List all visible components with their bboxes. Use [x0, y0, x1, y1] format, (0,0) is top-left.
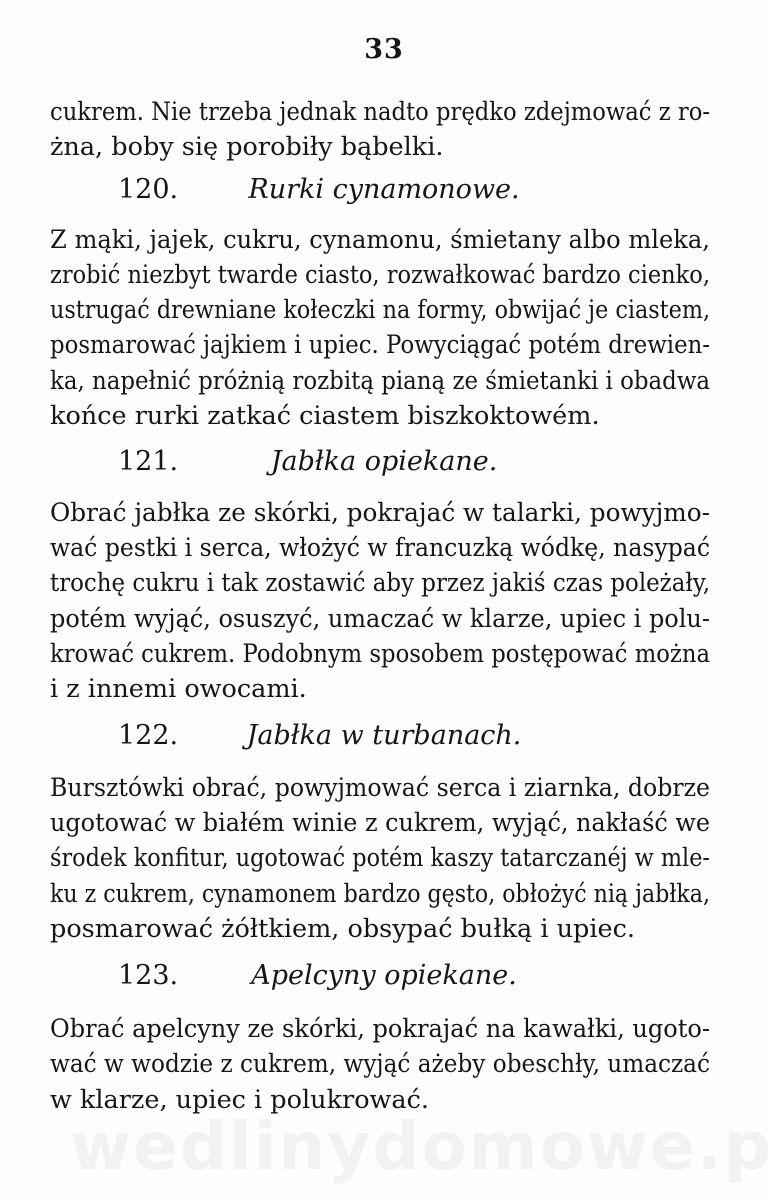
recipe-number: 120.: [118, 174, 179, 205]
recipe-line: posmarować żółtkiem, obsypać bułką i upiec.: [50, 914, 635, 944]
recipe-heading: [0, 716, 768, 756]
intro-line: żna, boby się porobiły bąbelki.: [50, 132, 444, 162]
recipe-line: ugotować w białém winie z cukrem, wyjąć, nakłaść we: [50, 808, 710, 838]
recipe-line: ka, napełnić próżnią rozbitą pianą ze śmietanki i obadwa: [50, 366, 711, 396]
intro-line: cukrem. Nie trzeba jednak nadto prędko zdejmować z ro-: [50, 97, 711, 127]
watermark: [70, 1108, 730, 1185]
recipe-title: Rurki cynamonowe.: [248, 174, 520, 205]
recipe-line: wać pestki i serca, włożyć w francuzką wódkę, nasypać: [50, 533, 711, 563]
recipe-line: posmarować jajkiem i upiec. Powyciągać potém drewien-: [50, 330, 710, 360]
recipe-heading: [0, 956, 768, 996]
recipe-line: Obrać apelcyny ze skórki, pokrajać na kawałki, ugoto-: [50, 1014, 711, 1044]
recipe-line: Z mąki, jajek, cukru, cynamonu, śmietany albo mleka,: [50, 225, 710, 255]
page-number: 33: [364, 34, 404, 65]
recipe-title: Apelcyny opiekane.: [251, 960, 517, 991]
recipe-title: Jabłka w turbanach.: [246, 720, 522, 751]
recipe-line: zrobić niezbyt twarde ciasto, rozwałkować bardzo cienko,: [50, 260, 710, 290]
recipe-line: w klarze, upiec i polukrować.: [50, 1085, 429, 1115]
recipe-line: wać w wodzie z cukrem, wyjąć ażeby obeschły, umaczać: [50, 1049, 710, 1079]
recipe-line: potém wyjąć, osuszyć, umaczać w klarze, upiec i polu-: [50, 604, 710, 634]
recipe-title: Jabłka opiekane.: [270, 446, 498, 477]
recipe-line: ku z cukrem, cynamonem bardzo gęsto, obłożyć nią jabłka,: [50, 879, 711, 909]
recipe-line: Obrać jabłka ze skórki, pokrajać w talarki, powyjmo-: [50, 498, 710, 528]
recipe-line: krować cukrem. Podobnym sposobem postępować można: [50, 639, 711, 669]
recipe-heading: [0, 442, 768, 482]
recipe-line: środek konfitur, ugotować potém kaszy tatarczanéj w mle-: [50, 843, 710, 873]
recipe-line: trochę cukru i tak zostawić aby przez jakiś czas poleżały,: [50, 568, 710, 598]
recipe-line: Bursztówki obrać, powyjmować serca i ziarnka, dobrze: [50, 773, 711, 803]
recipe-number: 122.: [118, 720, 179, 751]
recipe-number: 123.: [118, 960, 179, 991]
recipe-number: 121.: [118, 446, 179, 477]
recipe-line: ustrugać drewniane kołeczki na formy, obwijać je ciastem,: [50, 295, 711, 325]
recipe-line: końce rurki zatkać ciastem biszkoktowém.: [50, 401, 600, 431]
recipe-line: i z innemi owocami.: [50, 674, 307, 704]
recipe-heading: [0, 170, 768, 210]
